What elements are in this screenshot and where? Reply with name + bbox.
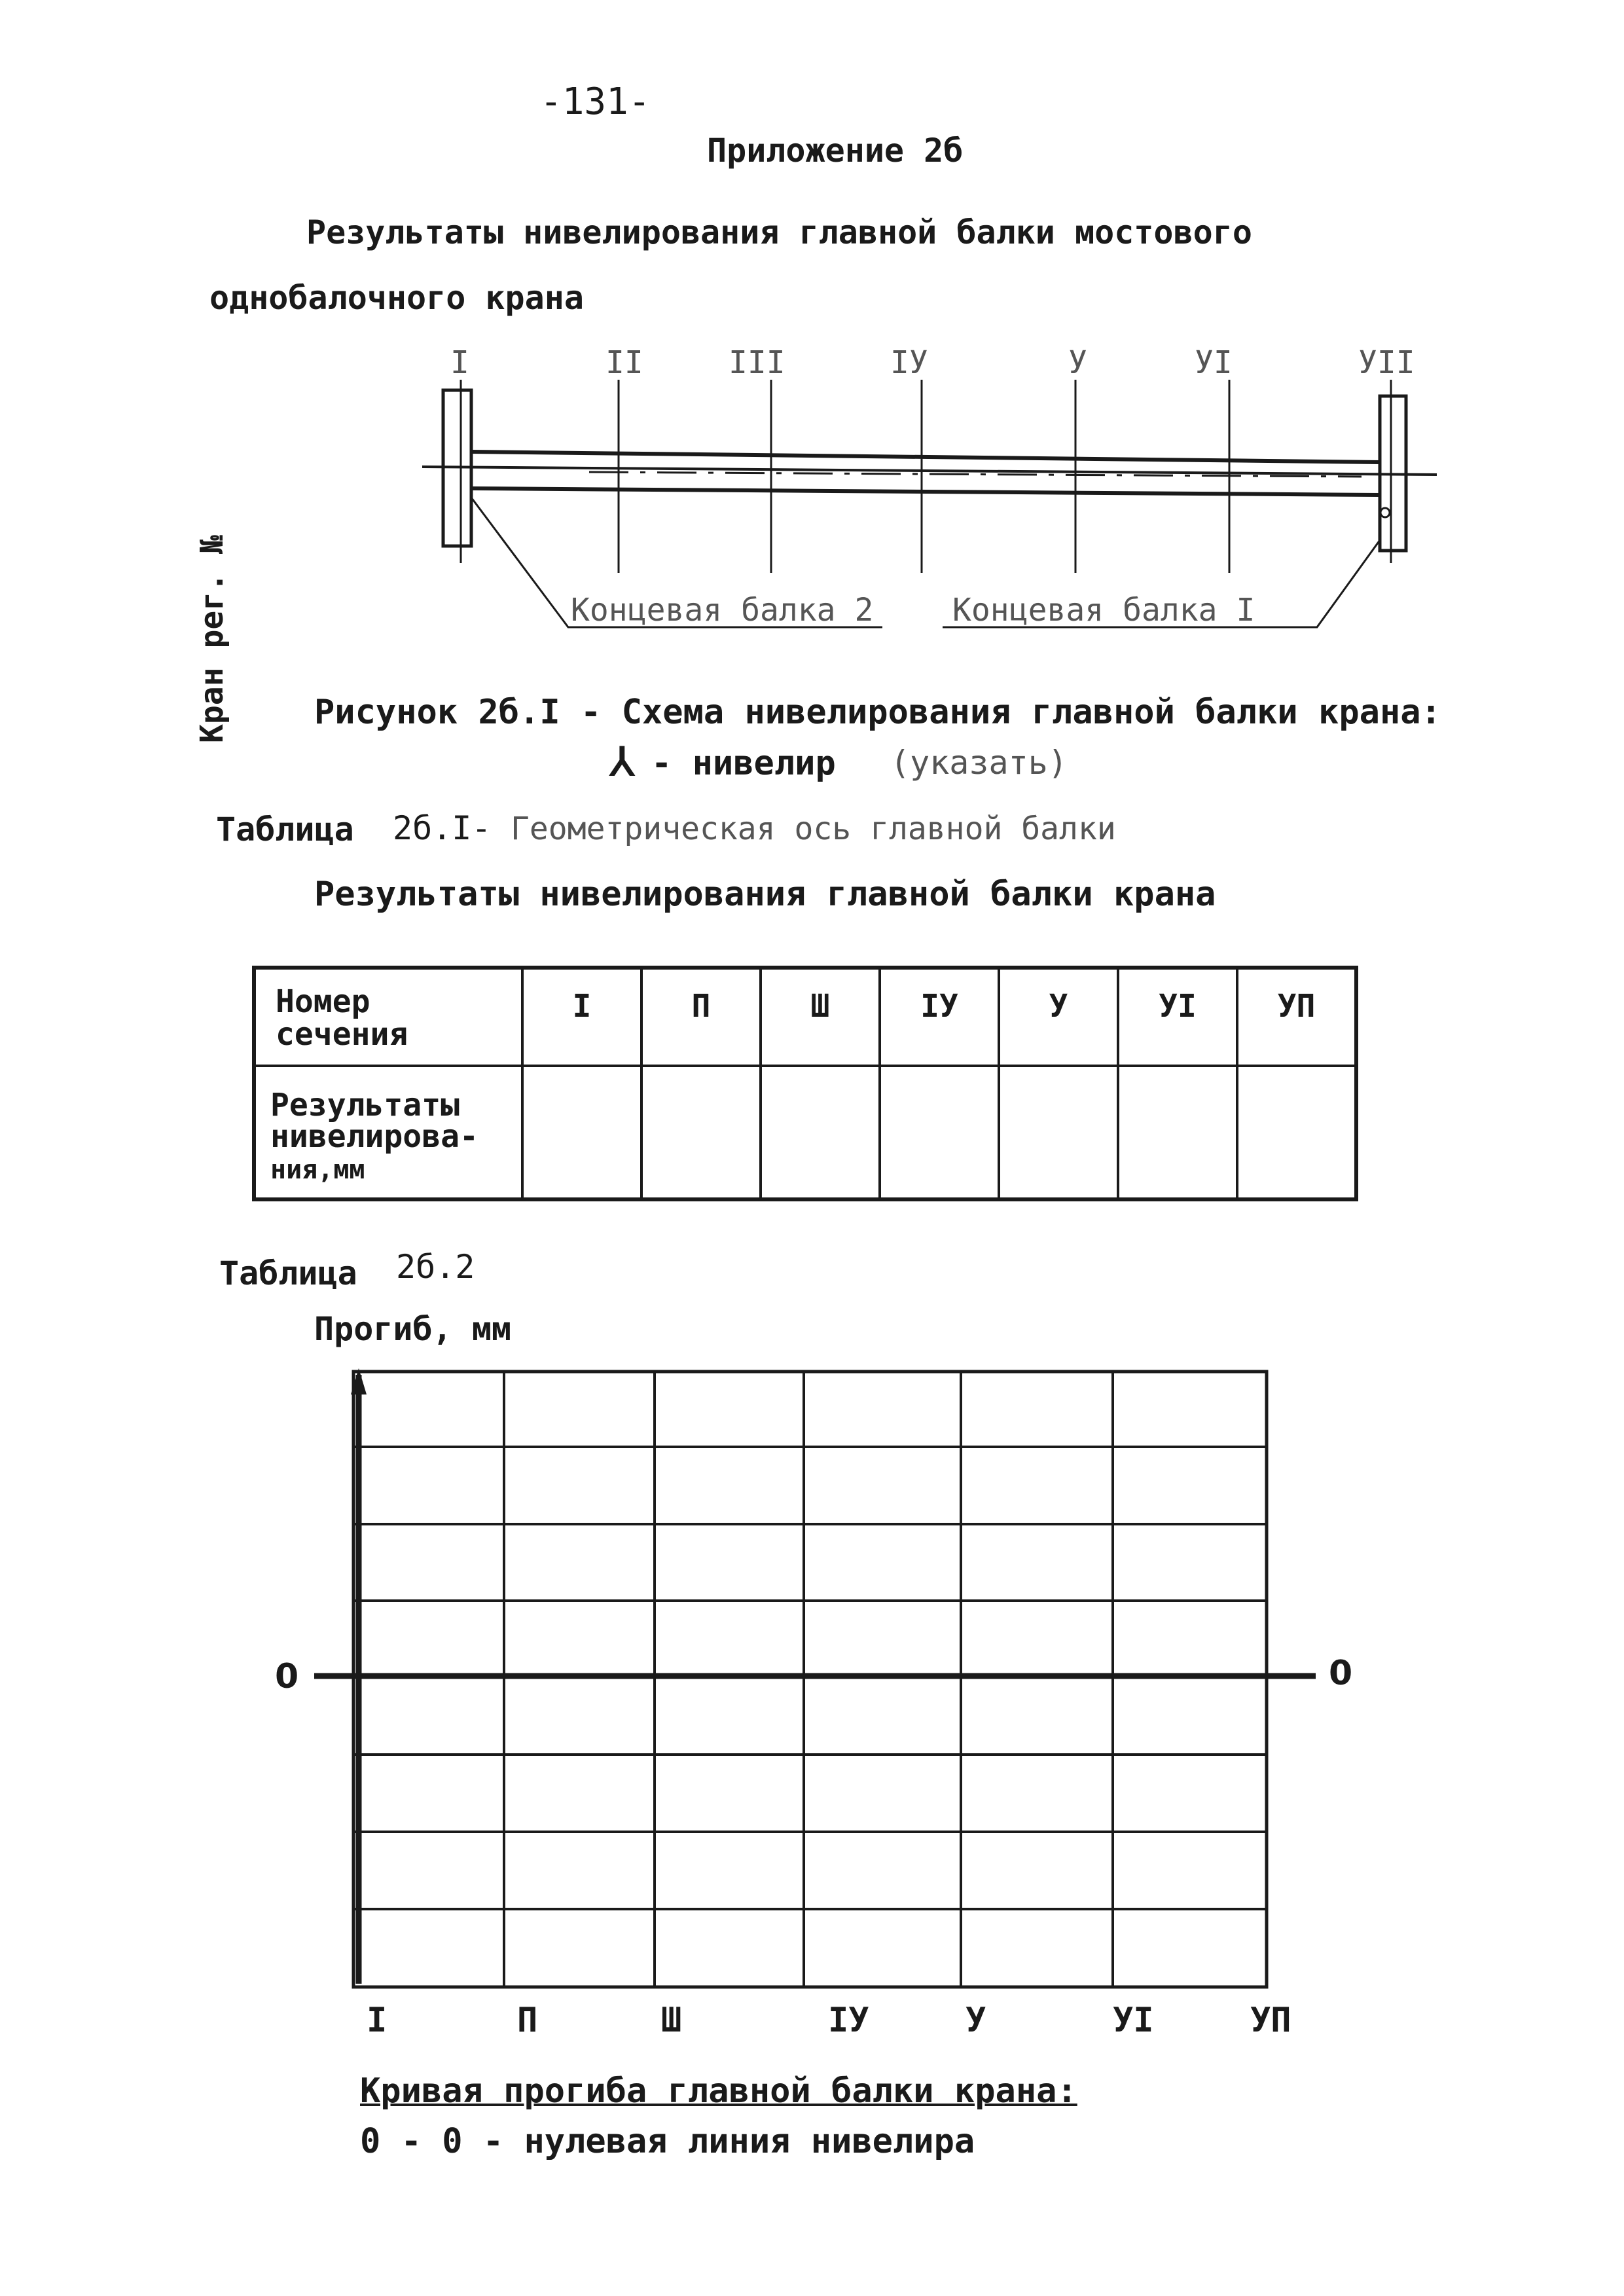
- zero-line-legend: 0 - 0 - нулевая линия нивелира: [360, 2122, 975, 2161]
- y-axis-label: Прогиб, мм: [314, 1310, 512, 1348]
- level-symbol: ⅄: [610, 739, 634, 785]
- end-beam-left-label: Концевая балка 2: [571, 592, 874, 629]
- row-header-line: ния,мм: [270, 1155, 365, 1185]
- table1-subtitle: Результаты нивелирования главной балки крана: [314, 875, 1216, 914]
- figure-caption: Рисунок 2б.I - Схема нивелирования главной балки крана:: [314, 693, 1441, 732]
- column-header: Ш: [761, 968, 880, 1066]
- section-label-4: IУ: [890, 344, 928, 381]
- x-label-2: П: [517, 2001, 538, 2040]
- heading-line-1: Результаты нивелирования главной балки мостового: [306, 213, 1252, 251]
- row-header-line: Номер: [276, 983, 370, 1020]
- x-label-3: Ш: [661, 2001, 682, 2040]
- column-header: УП: [1237, 968, 1356, 1066]
- column-header: П: [641, 968, 761, 1066]
- x-label-6: УI: [1113, 2001, 1154, 2040]
- crane-reg-side-label: Кран рег. №: [194, 535, 230, 743]
- section-label-7: УII: [1358, 344, 1415, 381]
- section-label-3: III: [729, 344, 785, 381]
- row-header-line: нивелирова-: [270, 1118, 478, 1155]
- x-label-7: УП: [1250, 2001, 1291, 2040]
- x-label-5: У: [965, 2001, 986, 2040]
- column-header: I: [522, 968, 641, 1066]
- section-label-5: У: [1068, 344, 1087, 381]
- table1-prefix: Таблица: [216, 811, 354, 848]
- level-caption: - нивелир: [651, 744, 836, 783]
- level-caption-note: (указать): [890, 744, 1068, 782]
- section-label-2: II: [605, 344, 643, 381]
- x-label-4: IУ: [828, 2001, 869, 2040]
- table2-number: 2б.2: [396, 1248, 475, 1286]
- page-number: -131-: [540, 81, 651, 123]
- column-header: УI: [1118, 968, 1237, 1066]
- table2-prefix: Таблица: [219, 1254, 357, 1292]
- row-header-line: сечения: [276, 1016, 408, 1053]
- table1-title: Геометрическая ось главной балки: [511, 811, 1116, 847]
- column-header: У: [999, 968, 1118, 1066]
- section-label-1: I: [450, 344, 469, 381]
- x-label-1: I: [367, 2001, 388, 2040]
- curve-caption: Кривая прогиба главной балки крана:: [360, 2071, 1077, 2111]
- heading-line-2: однобалочного крана: [209, 279, 584, 317]
- zero-left-label: 0: [275, 1657, 299, 1696]
- row-header-line: Результаты: [270, 1087, 460, 1123]
- end-beam-right-label: Концевая балка I: [952, 592, 1255, 629]
- zero-right-label: 0: [1329, 1654, 1353, 1693]
- table1-number: 2б.I-: [393, 809, 492, 847]
- column-header: IУ: [880, 968, 999, 1066]
- section-label-6: УI: [1195, 344, 1233, 381]
- appendix-title: Приложение 2б: [707, 132, 964, 170]
